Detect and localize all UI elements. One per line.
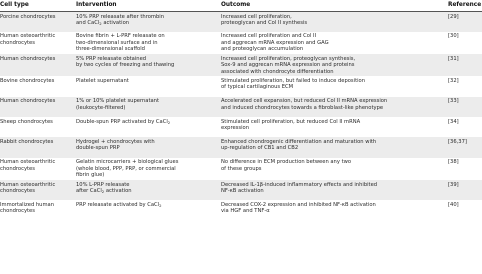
cell-type-line: chondrocytes xyxy=(0,39,35,46)
reference: [34] xyxy=(448,117,482,137)
header-row xyxy=(0,0,482,12)
subscript: 2 xyxy=(99,21,102,26)
intervention-line: 10% PRP releasate after thrombin xyxy=(76,13,164,20)
cell-type xyxy=(0,180,76,200)
intervention xyxy=(76,200,221,220)
outcome-line: Decreased COX-2 expression and inhibited NF-κB activation xyxy=(221,202,376,209)
subscript: 2 xyxy=(167,119,171,125)
cell-type-line: Human osteoarthritic xyxy=(0,181,56,188)
outcome-line: proteoglycan and Col II synthesis xyxy=(221,20,308,26)
table-row xyxy=(0,180,482,200)
intervention-line xyxy=(76,20,219,26)
intervention-line: Hydrogel + chondrocytes with xyxy=(76,139,155,146)
outcome-line: Stimulated proliferation, but failed to induce deposition xyxy=(221,77,366,84)
table-row xyxy=(0,32,482,54)
header-reference: Reference xyxy=(448,2,482,9)
outcome xyxy=(221,97,448,117)
table-row xyxy=(0,158,482,180)
cell-type xyxy=(0,76,76,96)
outcome xyxy=(221,54,448,76)
table-row xyxy=(0,12,482,32)
cell-type xyxy=(0,158,76,180)
intervention-line: two-dimensional surface and in xyxy=(76,39,158,46)
outcome xyxy=(221,137,448,157)
intervention-line: Gelatin microcarriers + biological glues xyxy=(76,159,179,166)
cell-type xyxy=(0,97,76,117)
intervention-text: activation xyxy=(104,188,132,195)
intervention xyxy=(76,12,221,32)
intervention-line: 5% PRP releasate obtained xyxy=(76,55,147,62)
intervention-line: 1% or 10% platelet supernatant xyxy=(76,98,159,105)
intervention-line: (whole blood, PPP, PRP, or commercial xyxy=(76,165,176,172)
intervention xyxy=(76,97,221,117)
outcome xyxy=(221,76,448,96)
reference: [31] xyxy=(448,54,482,76)
cell-type-line: Sheep chondrocytes xyxy=(0,118,53,125)
table-row xyxy=(0,200,482,220)
intervention xyxy=(76,180,221,200)
cell-type-line: Porcine chondrocytes xyxy=(0,13,56,20)
intervention xyxy=(76,117,221,137)
intervention-line: (leukocyte-filtered) xyxy=(76,104,126,111)
reference: [30] xyxy=(448,32,482,54)
outcome-line: and proteoglycan accumulation xyxy=(221,46,304,53)
reference: [32] xyxy=(448,76,482,96)
intervention-text: Double-spun PRP activated by CaCl xyxy=(76,118,168,125)
cell-type xyxy=(0,32,76,54)
outcome-line: via HGF and TNF-α xyxy=(221,208,270,215)
cell-type-line: Bovine chondrocytes xyxy=(0,77,55,84)
outcome-line: Accelerated cell expansion, but reduced Col II mRNA expression xyxy=(221,98,388,105)
intervention-text: and CaCl xyxy=(76,20,100,26)
reference: [38] xyxy=(448,158,482,180)
table-header xyxy=(0,0,482,12)
reference: [36,37] xyxy=(448,137,482,157)
intervention-line: three-dimensional scaffold xyxy=(76,46,145,53)
cell-type-line: Rabbit chondrocytes xyxy=(0,139,54,146)
intervention xyxy=(76,54,221,76)
cell-type xyxy=(0,12,76,32)
outcome xyxy=(221,12,448,32)
header-outcome: Outcome xyxy=(221,2,251,9)
intervention-line xyxy=(76,119,219,125)
table-row xyxy=(0,54,482,76)
subscript: 2 xyxy=(101,189,105,195)
intervention-text: after CaCl xyxy=(76,188,102,195)
outcome-line: up-regulation of CB1 and CB2 xyxy=(221,145,299,152)
outcome-line: Sox-9 and aggrecan mRNA expression and proteins xyxy=(221,62,355,69)
intervention-line xyxy=(76,188,219,194)
cell-type-line: chondrocytes xyxy=(0,165,35,172)
intervention-line: fibrin glue) xyxy=(76,172,105,179)
outcome xyxy=(221,200,448,220)
cell-type-line: chondrocytes xyxy=(0,208,35,215)
outcome-line: Decreased IL-1β-induced inflammatory effects and inhibited xyxy=(221,181,378,188)
outcome-line: expression xyxy=(221,125,249,132)
reference: [29] xyxy=(448,12,482,32)
reference: [33] xyxy=(448,97,482,117)
outcome-line: NF-κB activation xyxy=(221,188,264,195)
subscript: 2 xyxy=(159,203,162,209)
intervention xyxy=(76,158,221,180)
cell-type-line: Human osteoarthritic xyxy=(0,33,56,40)
intervention-line: Bovine fibrin + L-PRF releasate on xyxy=(76,33,165,40)
outcome-line: Stimulated cell proliferation, but reduced Col II mRNA xyxy=(221,118,361,125)
header-cell-type: Cell type xyxy=(0,2,29,9)
cell-type-line: Human osteoarthritic xyxy=(0,159,56,166)
cell-type-line: Human chondrocytes xyxy=(0,55,56,62)
intervention-line: by two cycles of freezing and thawing xyxy=(76,62,175,69)
outcome xyxy=(221,158,448,180)
intervention-text: activation xyxy=(101,20,130,26)
outcome-line: Increased cell proliferation, xyxy=(221,13,292,20)
outcome-line: Enhanced chondrogenic differentiation and maturation with xyxy=(221,139,377,146)
intervention-line: double-spun PRP xyxy=(76,145,120,152)
outcome-line: and induced chondrocytes towards a fibroblast-like phenotype xyxy=(221,104,384,111)
intervention xyxy=(76,32,221,54)
intervention xyxy=(76,76,221,96)
table-row xyxy=(0,97,482,117)
outcome-line: No difference in ECM production between any two xyxy=(221,159,352,166)
table-body xyxy=(0,12,482,221)
cell-type xyxy=(0,54,76,76)
table-row xyxy=(0,76,482,96)
cell-type xyxy=(0,200,76,220)
cell-type-line: Immortalized human xyxy=(0,202,54,209)
intervention-line: Platelet supernatant xyxy=(76,77,129,84)
outcome-line: Increased cell proliferation and Col II xyxy=(221,33,317,40)
reference: [39] xyxy=(448,180,482,200)
outcome-line: of these groups xyxy=(221,165,262,172)
outcome-line: of typical cartilaginous ECM xyxy=(221,84,294,91)
intervention-line xyxy=(76,202,219,208)
intervention-line: 10% L-PRP releasate xyxy=(76,181,130,188)
header-intervention: Intervention xyxy=(76,2,117,9)
cell-type-line: Human chondrocytes xyxy=(0,98,56,105)
table-row xyxy=(0,117,482,137)
cell-type xyxy=(0,137,76,157)
outcome xyxy=(221,117,448,137)
reference: [40] xyxy=(448,200,482,220)
outcome-line: and aggrecan mRNA expression and GAG xyxy=(221,39,329,46)
intervention-text: PRP releasate activated by CaCl xyxy=(76,202,160,209)
cell-type-line: chondrocytes xyxy=(0,188,35,195)
outcome-line: Increased cell proliferation, proteoglycan synthesis, xyxy=(221,55,356,62)
table-row xyxy=(0,137,482,157)
outcome xyxy=(221,180,448,200)
outcome-line: associated with chondrocyte differentiation xyxy=(221,68,334,75)
intervention xyxy=(76,137,221,157)
cell-type xyxy=(0,117,76,137)
outcome xyxy=(221,32,448,54)
